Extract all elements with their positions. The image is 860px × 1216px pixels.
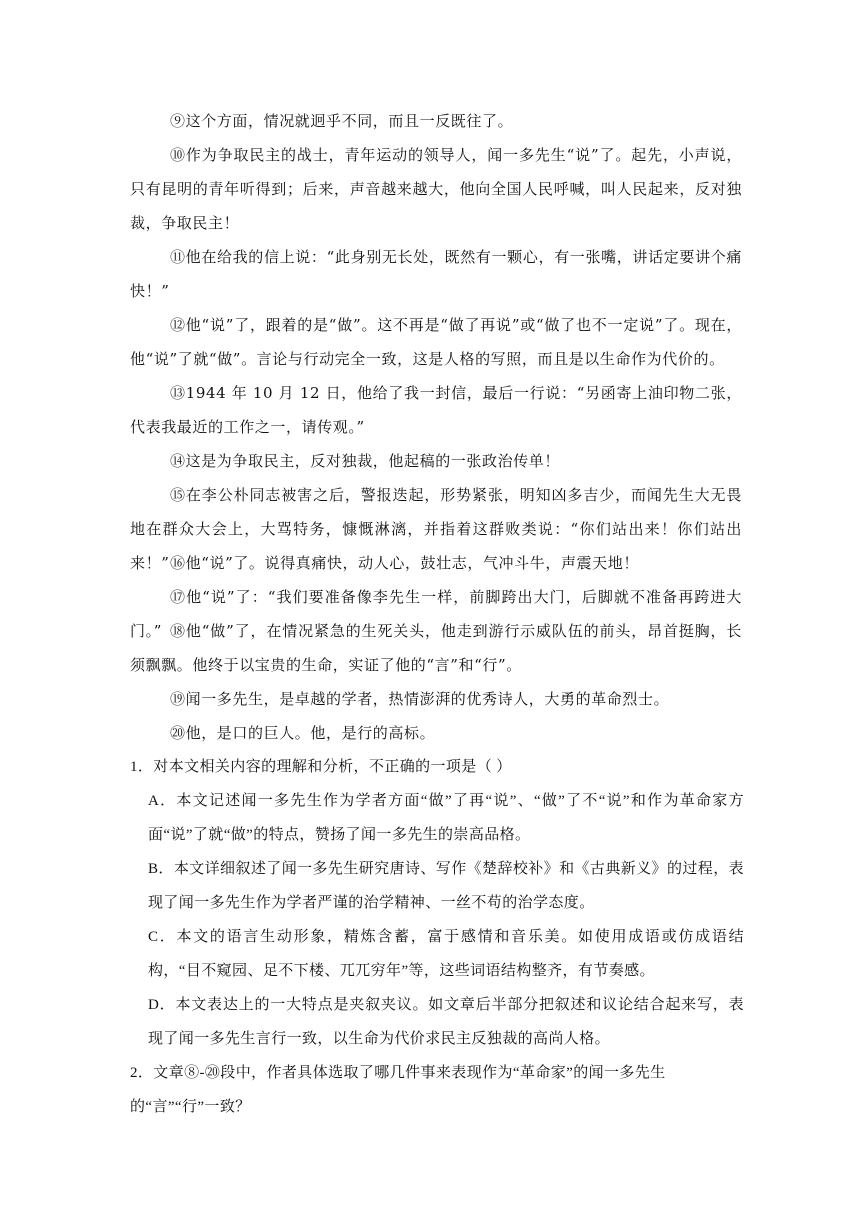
paragraph-15: ⑮在李公朴同志被害之后，警报迭起，形势紧张，明知凶多吉少，而闻先生大无畏地在群众大会上，大骂特务，慷慨淋漓，并指着这群败类说：“你们站出来！你们站出来！” [130, 486, 742, 572]
paragraph-10: ⑩作为争取民主的战士，青年运动的领导人，闻一多先生“说”了。起先，小声说，只有昆明的青年听得到；后来，声音越来越大，他向全国人民呼喊，叫人民起来，反对独裁，争取民主！ [130, 146, 742, 232]
question-1-option-c: C．本文的语言生动形象，精炼含蓄，富于感情和音乐美。如使用成语或仿成语结构，“目不窥园、足不下楼、兀兀穷年”等，这些词语结构整齐，有节奏感。 [148, 929, 744, 979]
question-1-option-d: D．本文表达上的一大特点是夹叙夹议。如文章后半部分把叙述和议论结合起来写，表现了闻一多先生言行一致，以生命为代价求民主反独裁的高尚人格。 [148, 997, 744, 1047]
question-1-stem: 1．对本文相关内容的理解和分析，不正确的一项是（ ） [130, 759, 512, 775]
paragraph-18: ⑱他“做”了，在情况紧急的生死关头，他走到游行示威队伍的前头，昂首挺胸，长须飘飘。他终于以宝贵的生命，实证了他的“言”和“行”。 [130, 622, 742, 674]
paragraph-9: ⑨这个方面，情况就迥乎不同，而且一反既往了。 [170, 112, 514, 130]
paragraph-19: ⑲闻一多先生，是卓越的学者，热情澎湃的优秀诗人，大勇的革命烈士。 [170, 690, 670, 708]
paragraph-20: ⑳他，是口的巨人。他，是行的高标。 [170, 724, 436, 742]
question-1-option-b: B．本文详细叙述了闻一多先生研究唐诗、写作《楚辞校补》和《古典新义》的过程，表现了闻一多先生作为学者严谨的治学精神、一丝不苟的治学态度。 [148, 861, 744, 911]
paragraph-12: ⑫他“说”了，跟着的是“做”。这不再是“做了再说”或“做了也不一定说”了。现在，他“说”了就“做”。言论与行动完全一致，这是人格的写照，而且是以生命作为代价的。 [130, 316, 742, 368]
paragraph-11: ⑪他在给我的信上说：“此身别无长处，既然有一颗心，有一张嘴，讲话定要讲个痛快！” [130, 248, 742, 300]
paragraph-17: ⑰他“说”了：“我们要准备像李先生一样，前脚跨出大门，后脚就不准备再跨进大门。” [130, 588, 742, 640]
question-1-option-a: A．本文记述闻一多先生作为学者方面“做”了再“说”、“做”了不“说”和作为革命家方面“说”了就“做”的特点，赞扬了闻一多先生的崇高品格。 [148, 793, 744, 843]
paragraph-16: ⑯他“说”了。说得真痛快，动人心，鼓壮志，气冲斗牛，声震天地！ [170, 554, 639, 572]
question-2-stem: 2．文章⑧-⑳段中，作者具体选取了哪几件事来表现作为“革命家”的闻一多先生的“言”“行”一致？ [130, 1065, 666, 1115]
paragraph-14: ⑭这是为争取民主，反对独裁，他起稿的一张政治传单！ [170, 452, 561, 470]
paragraph-13: ⑬1944 年 10 月 12 日，他给了我一封信，最后一行说：“另函寄上油印物二张，代表我最近的工作之一，请传观。” [130, 384, 742, 436]
